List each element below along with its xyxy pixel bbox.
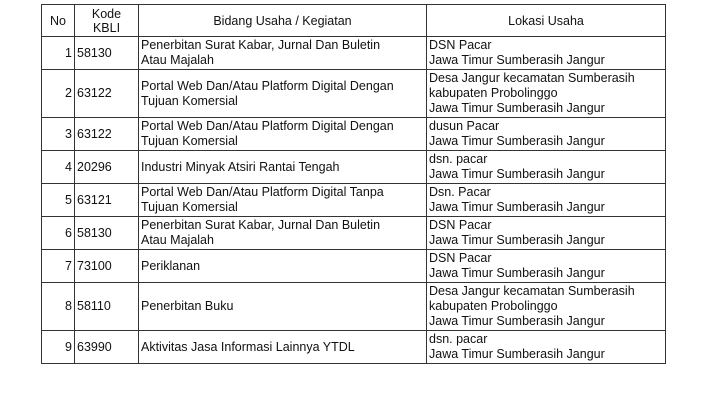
header-kode-line2: KBLI	[92, 20, 121, 35]
lokasi-usaha-line: Jawa Timur Sumberasih Jangur	[429, 167, 605, 181]
bidang-usaha-cell	[139, 37, 427, 70]
lokasi-usaha-line: dsn. pacar	[429, 152, 488, 166]
bidang-usaha-cell	[139, 151, 427, 184]
header-kode-line1: Kode	[91, 6, 122, 21]
header-row	[42, 5, 666, 37]
lokasi-usaha-line: dsn. pacar	[429, 332, 488, 346]
table-row	[42, 217, 666, 250]
bidang-usaha-line: Portal Web Dan/Atau Platform Digital Dengan	[141, 119, 394, 133]
bidang-usaha-cell	[139, 283, 427, 331]
lokasi-usaha-line: DSN Pacar	[429, 38, 492, 52]
lokasi-usaha-cell	[427, 331, 666, 364]
table-row	[42, 118, 666, 151]
row-number: 4	[42, 151, 75, 184]
bidang-usaha-cell	[139, 184, 427, 217]
kode-kbli-cell: 20296	[75, 151, 139, 184]
kode-kbli-cell: 63122	[75, 118, 139, 151]
row-number: 5	[42, 184, 75, 217]
lokasi-usaha-cell	[427, 184, 666, 217]
table-row	[42, 70, 666, 118]
lokasi-usaha-line: Desa Jangur kecamatan Sumberasih	[429, 284, 635, 298]
header-lokasi-usaha: Lokasi Usaha	[427, 5, 666, 37]
lokasi-usaha-line: kabupaten Probolinggo	[429, 86, 558, 100]
kode-kbli-cell: 63990	[75, 331, 139, 364]
lokasi-usaha-line: Jawa Timur Sumberasih Jangur	[429, 347, 605, 361]
bidang-usaha-line: Atau Majalah	[141, 53, 214, 67]
bidang-usaha-line: Tujuan Komersial	[141, 93, 238, 108]
bidang-usaha-cell	[139, 217, 427, 250]
kode-kbli-cell: 58110	[75, 283, 139, 331]
row-number: 6	[42, 217, 75, 250]
row-number: 3	[42, 118, 75, 151]
lokasi-usaha-line: Jawa Timur Sumberasih Jangur	[429, 314, 605, 328]
table-header	[42, 5, 666, 37]
table-row	[42, 184, 666, 217]
bidang-usaha-cell	[139, 70, 427, 118]
bidang-usaha-line: Aktivitas Jasa Informasi Lainnya YTDL	[141, 339, 355, 354]
lokasi-usaha-cell	[427, 118, 666, 151]
table-body	[42, 37, 666, 364]
lokasi-usaha-line: Desa Jangur kecamatan Sumberasih	[429, 71, 635, 85]
bidang-usaha-line: Industri Minyak Atsiri Rantai Tengah	[141, 159, 340, 174]
bidang-usaha-cell	[139, 118, 427, 151]
kode-kbli-cell: 58130	[75, 217, 139, 250]
lokasi-usaha-line: Jawa Timur Sumberasih Jangur	[429, 101, 605, 115]
lokasi-usaha-line: Jawa Timur Sumberasih Jangur	[429, 134, 605, 148]
bidang-usaha-line: Portal Web Dan/Atau Platform Digital Dengan	[141, 78, 394, 93]
lokasi-usaha-line: Dsn. Pacar	[429, 185, 491, 199]
kbli-table	[41, 4, 666, 364]
bidang-usaha-line: Tujuan Komersial	[141, 134, 238, 148]
lokasi-usaha-cell	[427, 283, 666, 331]
table-row	[42, 250, 666, 283]
row-number: 1	[42, 37, 75, 70]
table-row	[42, 283, 666, 331]
lokasi-usaha-line: dusun Pacar	[429, 119, 500, 133]
lokasi-usaha-line: Jawa Timur Sumberasih Jangur	[429, 266, 605, 280]
kode-kbli-cell: 73100	[75, 250, 139, 283]
kode-kbli-cell: 63121	[75, 184, 139, 217]
lokasi-usaha-line: kabupaten Probolinggo	[429, 299, 558, 313]
header-kode-kbli	[75, 5, 139, 37]
row-number: 9	[42, 331, 75, 364]
bidang-usaha-line: Penerbitan Surat Kabar, Jurnal Dan Buletin	[141, 38, 381, 52]
bidang-usaha-line: Tujuan Komersial	[141, 200, 238, 214]
table-row	[42, 151, 666, 184]
row-number: 2	[42, 70, 75, 118]
header-no: No	[42, 5, 75, 37]
lokasi-usaha-cell	[427, 151, 666, 184]
bidang-usaha-line: Penerbitan Buku	[141, 299, 234, 313]
bidang-usaha-line: Portal Web Dan/Atau Platform Digital Tanpa	[141, 185, 384, 199]
lokasi-usaha-cell	[427, 217, 666, 250]
lokasi-usaha-line: Jawa Timur Sumberasih Jangur	[429, 233, 605, 247]
bidang-usaha-line: Penerbitan Surat Kabar, Jurnal Dan Buletin	[141, 218, 381, 232]
bidang-usaha-cell	[139, 250, 427, 283]
kode-kbli-cell: 58130	[75, 37, 139, 70]
bidang-usaha-line: Atau Majalah	[141, 233, 214, 247]
bidang-usaha-cell	[139, 331, 427, 364]
lokasi-usaha-line: DSN Pacar	[429, 218, 492, 232]
lokasi-usaha-line: Jawa Timur Sumberasih Jangur	[429, 200, 605, 214]
lokasi-usaha-cell	[427, 250, 666, 283]
row-number: 8	[42, 283, 75, 331]
row-number: 7	[42, 250, 75, 283]
lokasi-usaha-cell	[427, 70, 666, 118]
table-row	[42, 331, 666, 364]
bidang-usaha-line: Periklanan	[141, 258, 201, 273]
table-row	[42, 37, 666, 70]
header-bidang-usaha: Bidang Usaha / Kegiatan	[139, 5, 427, 37]
lokasi-usaha-line: Jawa Timur Sumberasih Jangur	[429, 53, 605, 67]
lokasi-usaha-line: DSN Pacar	[429, 251, 492, 265]
kode-kbli-cell: 63122	[75, 70, 139, 118]
lokasi-usaha-cell	[427, 37, 666, 70]
